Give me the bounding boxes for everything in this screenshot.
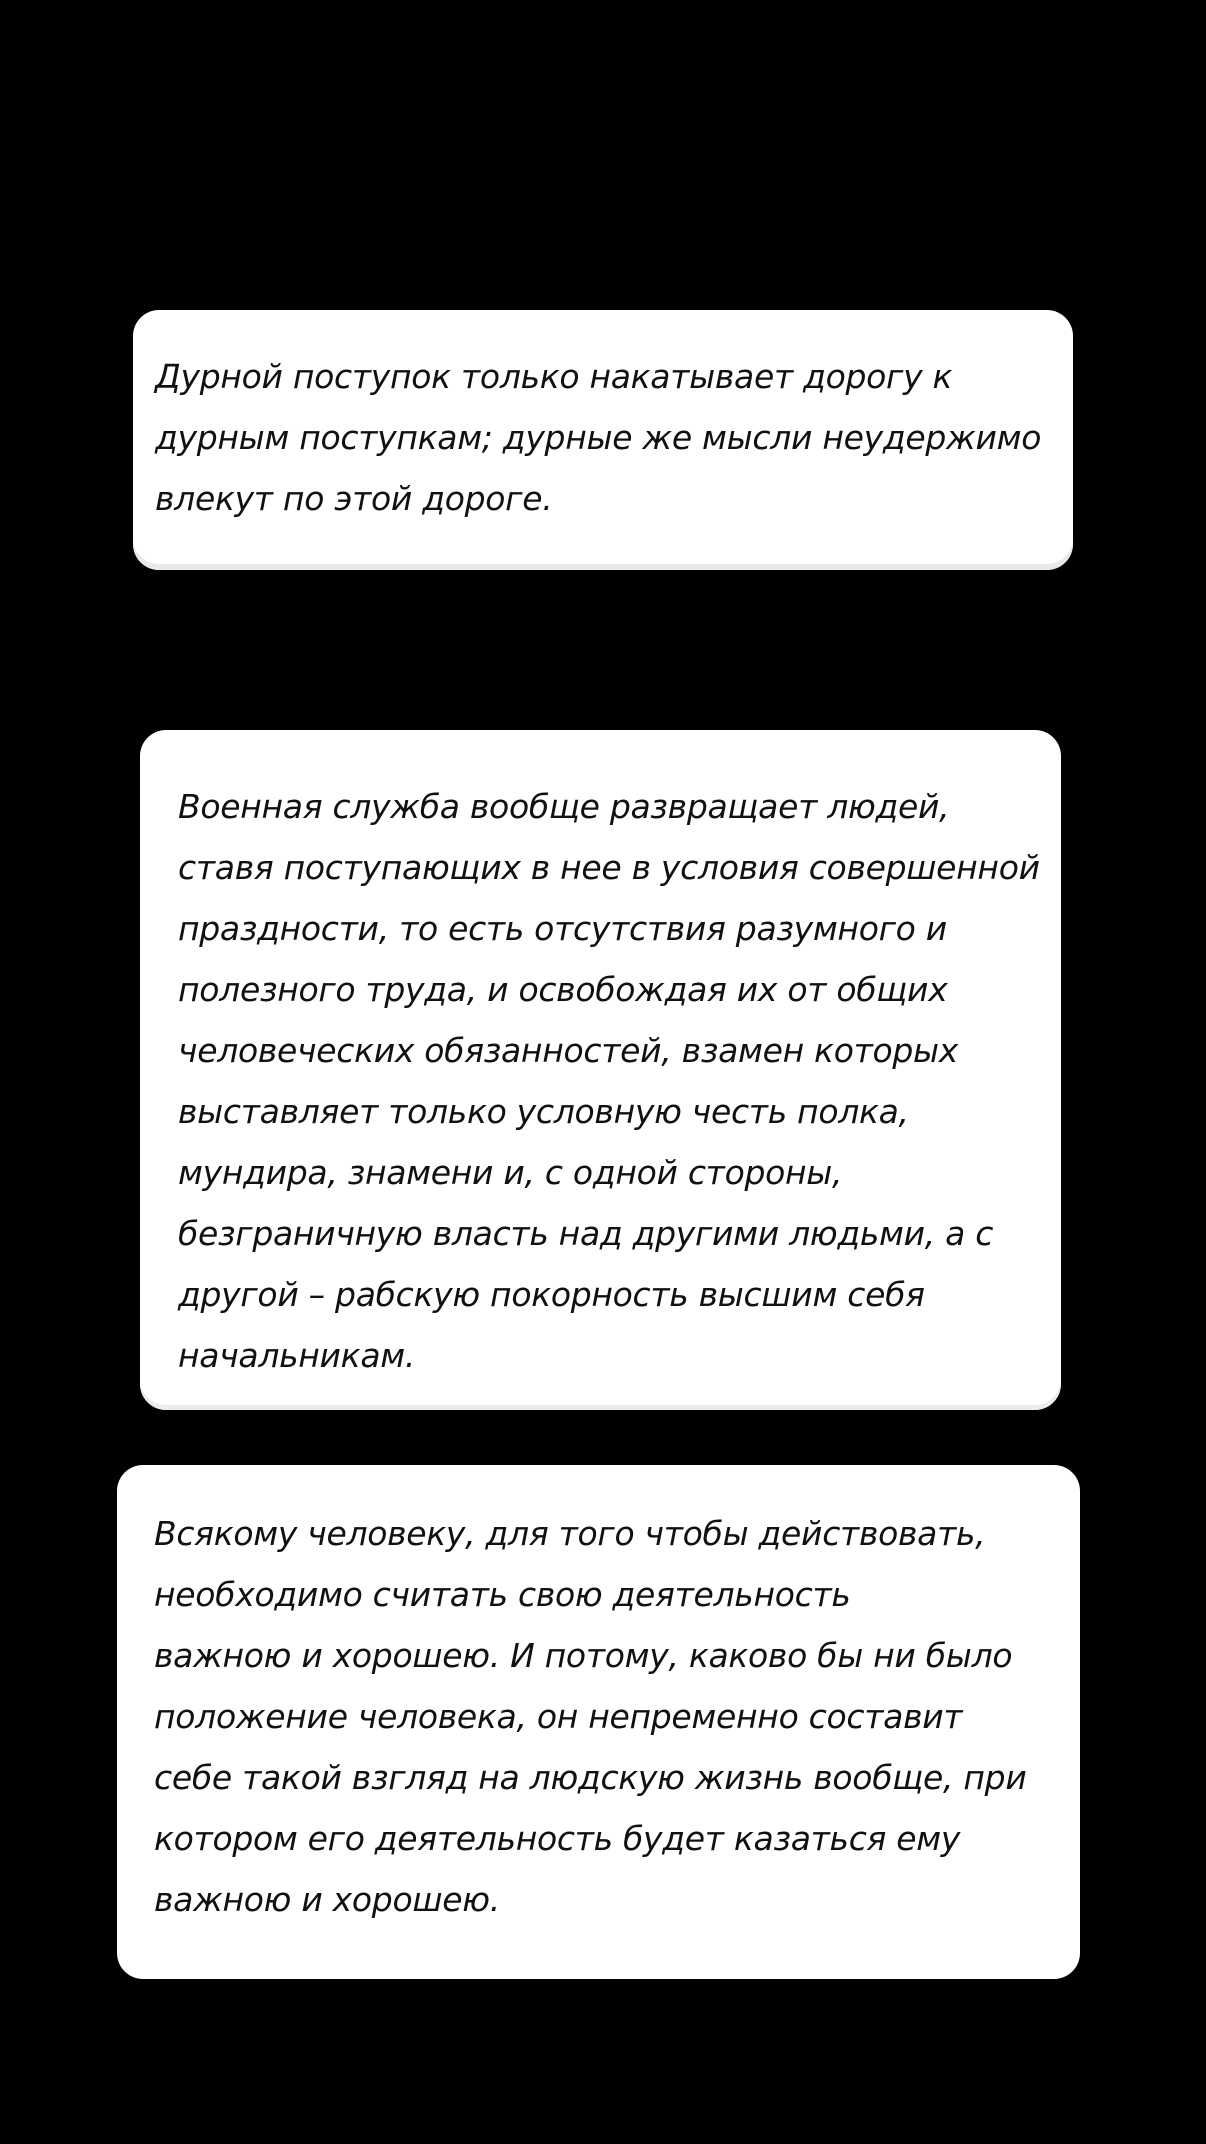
- quote-text-3: Всякому человеку, для того чтобы действовать, необходимо считать свою деятельность важною и хорошею. И потому, каково бы ни было положение человека, он непременно составит себе такой взгляд на людскую жизнь вообще, при котором его деятельность будет казаться ему важною и хорошею.: [154, 1514, 1027, 1919]
- quote-text-1: Дурной поступок только накатывает дорогу к дурным поступкам; дурные же мысли неудержимо влекут по этой дороге.: [155, 357, 1042, 518]
- quote-card-1: [133, 310, 1073, 570]
- quote-card-2: [140, 730, 1061, 1410]
- quote-text-2: Военная служба вообще развращает людей, ставя поступающих в нее в условия совершенной праздности, то есть отсутствия разумного и полезного труда, и освобождая их от общих человеческих обязанностей, взамен которых выставляет только условную честь полка, мундира, знамени и, с одной стороны, безграничную власть над другими людьми, а с другой – рабскую покорность высшим себя начальникам.: [178, 787, 1040, 1375]
- quote-card-3: [117, 1465, 1080, 1979]
